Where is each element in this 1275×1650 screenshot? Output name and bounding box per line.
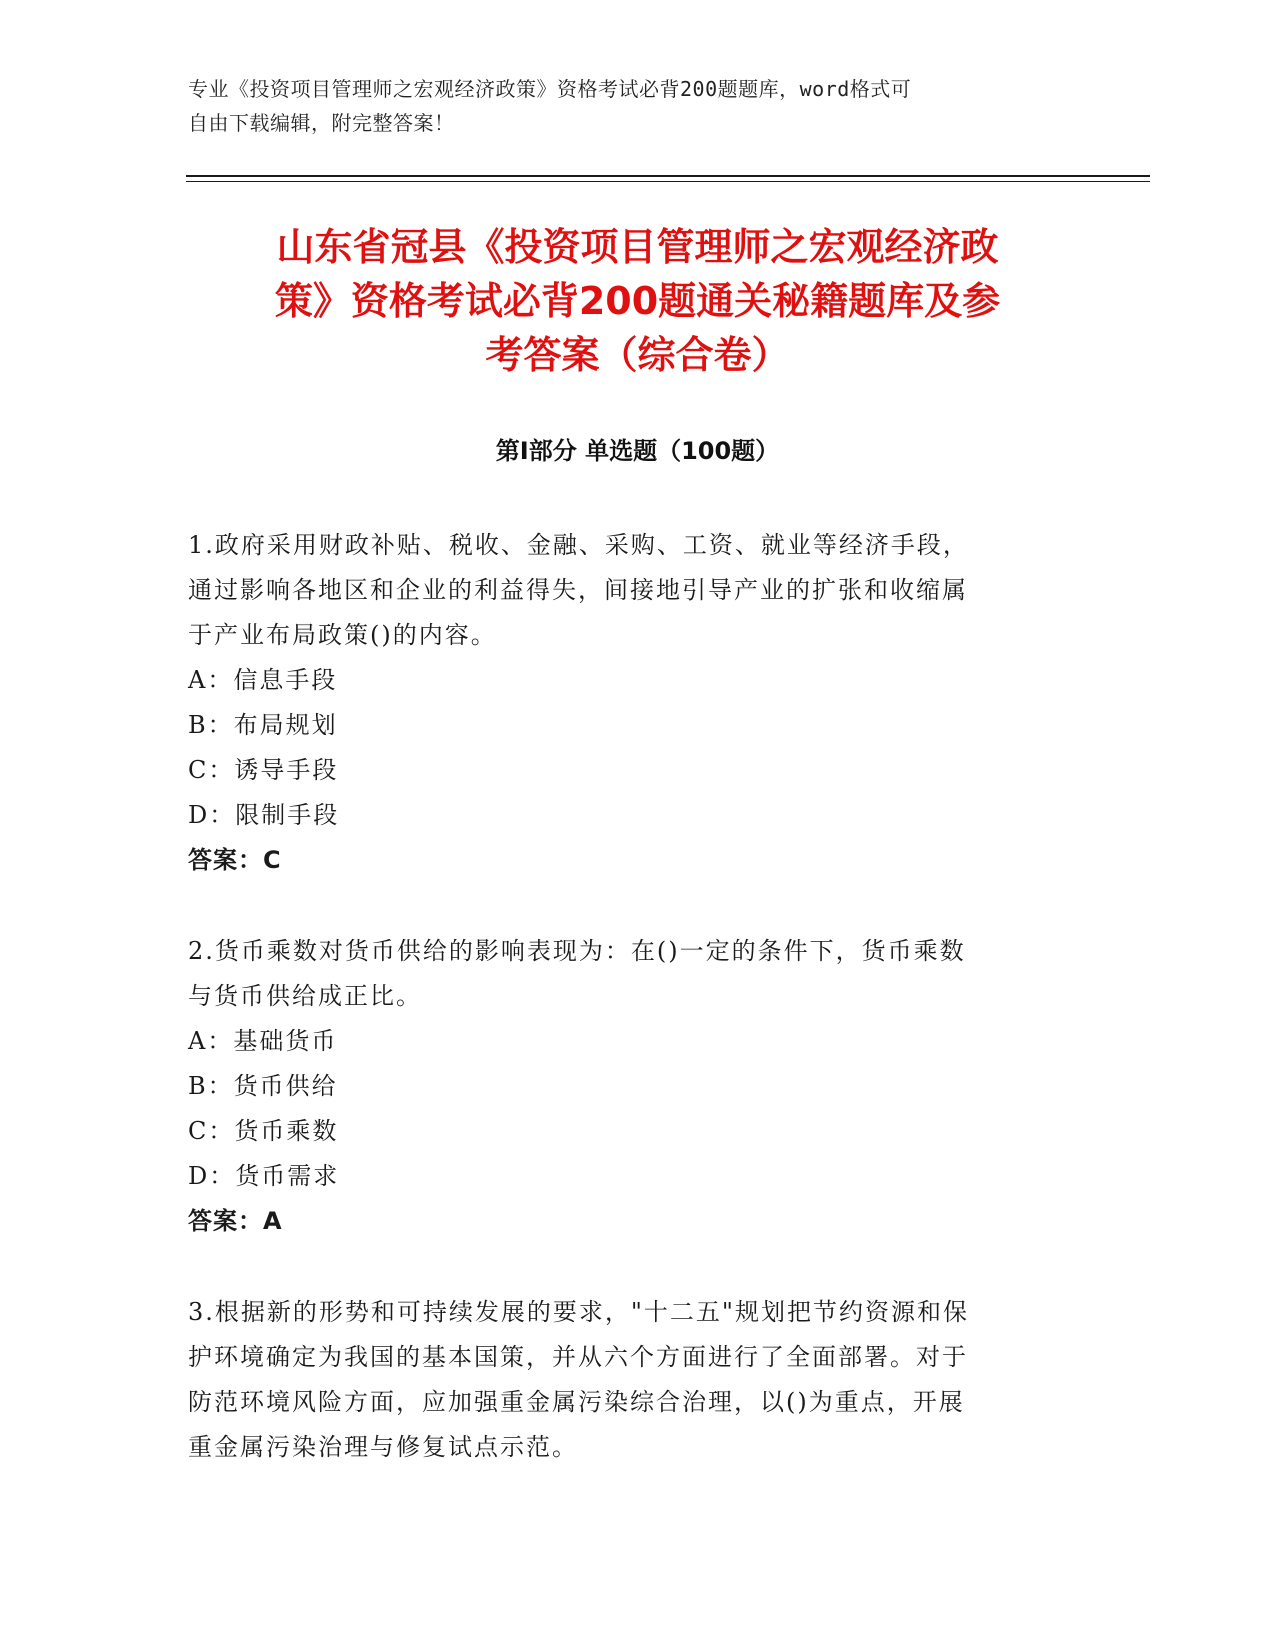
question-item	[188, 523, 1068, 883]
option-a: A：基础货币	[188, 1027, 338, 1055]
question-stem-line: 重金属污染治理与修复试点示范。	[188, 1433, 578, 1461]
question-stem-line: 护环境确定为我国的基本国策，并从六个方面进行了全面部署。对于	[188, 1343, 968, 1371]
title-line: 考答案（综合卷）	[485, 333, 790, 377]
question-stem	[188, 523, 1068, 658]
header-note-line: 专业《投资项目管理师之宏观经济政策》资格考试必背200题题库，word格式可	[188, 77, 912, 101]
title-line: 策》资格考试必背200题通关秘籍题库及参	[274, 279, 1001, 323]
question-item	[188, 929, 1068, 1244]
question-stem	[188, 929, 1068, 1019]
header-note-line: 自由下载编辑，附完整答案！	[188, 111, 455, 135]
question-stem-line: 于产业布局政策()的内容。	[188, 621, 497, 649]
option-c: C：货币乘数	[188, 1117, 339, 1145]
question-stem-line: 防范环境风险方面，应加强重金属污染综合治理，以()为重点，开展	[188, 1388, 965, 1416]
header-rule-thin	[186, 181, 1150, 182]
option-d: D：货币需求	[188, 1162, 340, 1190]
option-c: C：诱导手段	[188, 756, 339, 784]
answer-line: 答案：C	[188, 846, 282, 874]
question-stem-line: 3.根据新的形势和可持续发展的要求，"十二五"规划把节约资源和保	[188, 1298, 969, 1326]
question-stem	[188, 1290, 1068, 1470]
section-heading: 第Ⅰ部分 单选题（100题）	[495, 437, 780, 465]
header-note	[188, 72, 1068, 140]
document-title	[170, 220, 1105, 382]
question-stem-line: 通过影响各地区和企业的利益得失，间接地引导产业的扩张和收缩属	[188, 576, 968, 604]
answer-line: 答案：A	[188, 1207, 283, 1235]
question-stem-line: 2.货币乘数对货币供给的影响表现为：在()一定的条件下，货币乘数	[188, 937, 966, 965]
option-d: D：限制手段	[188, 801, 340, 829]
question-stem-line: 与货币供给成正比。	[188, 982, 422, 1010]
option-b: B：货币供给	[188, 1072, 338, 1100]
header-rule-thick	[186, 175, 1150, 177]
option-b: B：布局规划	[188, 711, 338, 739]
option-a: A：信息手段	[188, 666, 338, 694]
question-item	[188, 1290, 1068, 1470]
title-line: 山东省冠县《投资项目管理师之宏观经济政	[276, 225, 999, 269]
question-list	[188, 523, 1068, 1516]
question-stem-line: 1.政府采用财政补贴、税收、金融、采购、工资、就业等经济手段，	[188, 531, 969, 559]
